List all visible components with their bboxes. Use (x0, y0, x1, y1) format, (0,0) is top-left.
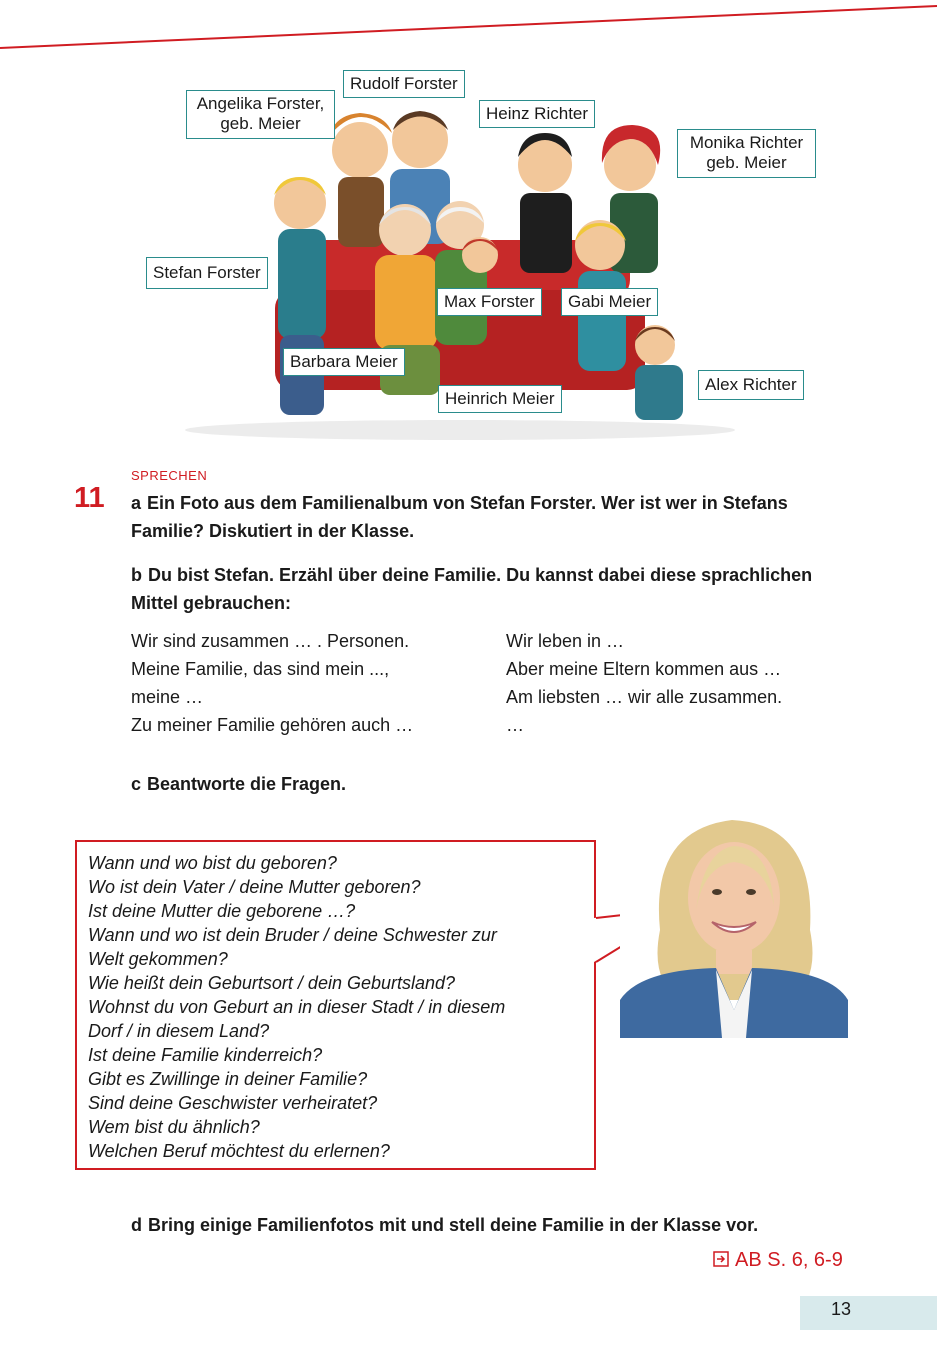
label-monika-richter (677, 129, 816, 178)
woman-photo (620, 810, 848, 1038)
phrase: Wir sind zusammen … . Personen. (131, 631, 410, 651)
task-letter: a (131, 493, 142, 513)
task-d (131, 1211, 758, 1239)
question: Wohnst du von Geburt an in dieser Stadt / in diesem (88, 997, 506, 1017)
label-heinz-richter: Heinz Richter (479, 100, 595, 128)
task-letter: b (131, 565, 142, 585)
task-a-line-2: Familie? Diskutiert in der Klasse. (131, 521, 415, 541)
arrow-in-box-icon (713, 1251, 729, 1267)
question: Welchen Beruf möchtest du erlernen? (88, 1141, 390, 1161)
page-number: 13 (830, 1299, 852, 1319)
question: Sind deine Geschwister verheiratet? (88, 1093, 378, 1113)
task-letter: d (131, 1215, 142, 1235)
phrases-left (131, 627, 413, 739)
phrase: Am liebsten … wir alle zusammen. (506, 687, 783, 707)
label-alex-richter: Alex Richter (698, 370, 804, 400)
label-line: Monika Richter (689, 133, 804, 152)
label-rudolf-forster: Rudolf Forster (343, 70, 465, 98)
phrase: … (506, 715, 524, 735)
task-c (131, 770, 346, 798)
label-heinrich-meier: Heinrich Meier (438, 385, 562, 413)
label-angelika-forster (186, 90, 335, 139)
top-red-rule (0, 0, 937, 60)
question: Gibt es Zwillinge in deiner Familie? (88, 1069, 368, 1089)
workbook-reference-text: AB S. 6, 6-9 (735, 1249, 843, 1271)
question-list (88, 851, 505, 1163)
phrases-right (506, 627, 782, 739)
family-illustration (153, 74, 804, 440)
question: Wie heißt dein Geburtsort / dein Geburtsland? (88, 973, 456, 993)
phrase: Zu meiner Familie gehören auch … (131, 715, 414, 735)
question: Wo ist dein Vater / deine Mutter geboren? (88, 877, 421, 897)
exercise-number: 11 (74, 482, 105, 514)
task-text: Bring einige Familienfotos mit und stell deine Familie in der Klasse vor. (148, 1215, 759, 1235)
question: Wann und wo bist du geboren? (88, 853, 337, 873)
label-max-forster: Max Forster (437, 288, 542, 316)
label-gabi-meier: Gabi Meier (561, 288, 658, 316)
label-stefan-forster: Stefan Forster (146, 257, 268, 289)
task-letter: c (131, 774, 142, 794)
label-line: Angelika Forster, (196, 94, 325, 113)
task-b (131, 561, 812, 617)
phrase: Aber meine Eltern kommen aus … (506, 659, 782, 679)
task-b-line-1 (131, 561, 812, 589)
question: Ist deine Mutter die geborene …? (88, 901, 356, 921)
task-text: Ein Foto aus dem Familienalbum von Stefan Forster. Wer ist wer in Stefans (147, 493, 788, 513)
label-barbara-meier: Barbara Meier (283, 348, 405, 376)
phrase: Wir leben in … (506, 631, 625, 651)
label-line: geb. Meier (220, 114, 301, 133)
task-b-line-2: Mittel gebrauchen: (131, 593, 292, 613)
phrase: Meine Familie, das sind mein ..., (131, 659, 390, 679)
phrase: meine … (131, 687, 204, 707)
task-text: Beantworte die Fragen. (147, 774, 347, 794)
task-text: Du bist Stefan. Erzähl über deine Familie. Du kannst dabei diese sprachlichen (148, 565, 813, 585)
question: Welt gekommen? (88, 949, 228, 969)
task-a (131, 489, 788, 545)
question: Ist deine Familie kinderreich? (88, 1045, 323, 1065)
section-tag: SPRECHEN (131, 468, 208, 483)
workbook-reference (713, 1249, 843, 1272)
question: Dorf / in diesem Land? (88, 1021, 270, 1041)
question: Wem bist du ähnlich? (88, 1117, 260, 1137)
question: Wann und wo ist dein Bruder / deine Schwester zur (88, 925, 497, 945)
task-a-line-1 (131, 489, 788, 517)
label-line: geb. Meier (706, 153, 787, 172)
